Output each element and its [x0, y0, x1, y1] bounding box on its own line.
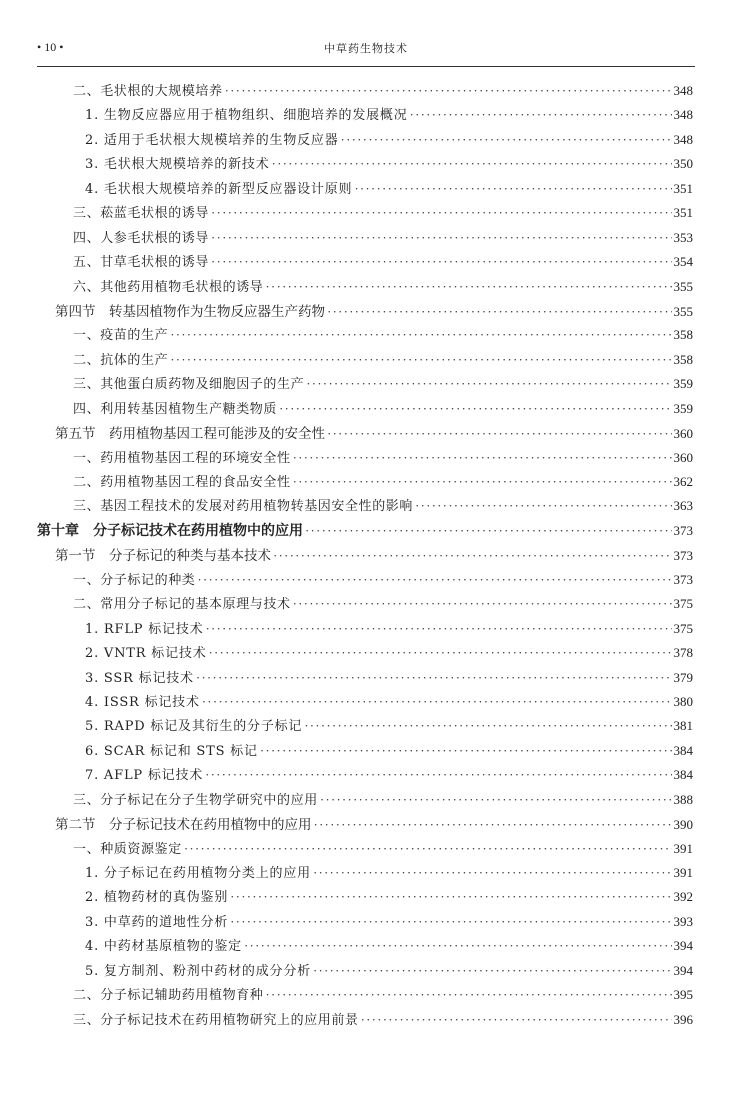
toc-entry-title: 一、药用植物基因工程的环境安全性 — [73, 450, 291, 466]
toc-entry-page: 384 — [673, 767, 693, 783]
toc-entry-page: 360 — [673, 449, 693, 465]
toc-entry-title: 三、分子标记在分子生物学研究中的应用 — [73, 792, 318, 808]
toc-entry-page: 348 — [673, 131, 693, 147]
dot-leader — [313, 963, 672, 979]
toc-entry-page: 379 — [673, 669, 693, 685]
toc-entry-page: 394 — [673, 938, 693, 954]
dot-leader — [205, 767, 671, 783]
toc-entry-item — [37, 227, 693, 251]
toc-entry-page: 348 — [673, 83, 693, 98]
toc-entry-page: 393 — [673, 913, 693, 929]
toc-entry-title: 三、菘蓝毛状根的诱导 — [73, 206, 210, 222]
toc-entry-sub — [37, 935, 693, 959]
dot-leader — [265, 987, 671, 1003]
toc-entry-sub — [37, 642, 693, 666]
toc-entry-sub — [37, 886, 693, 910]
toc-entry-item — [37, 251, 693, 275]
dot-leader — [327, 426, 672, 442]
dot-leader — [293, 596, 672, 612]
toc-entry-sub — [37, 129, 693, 153]
toc-entry-title: 3. 毛状根大规模培养的新技术 — [85, 157, 270, 173]
toc-entry-page: 391 — [673, 865, 693, 880]
toc-entry-item — [37, 349, 693, 373]
dot-leader — [361, 1012, 672, 1028]
dot-leader — [230, 914, 671, 930]
toc-entry-item — [37, 1009, 693, 1033]
toc-entry-page: 358 — [673, 327, 693, 343]
dot-leader — [211, 230, 671, 246]
toc-entry-sub — [37, 960, 693, 984]
toc-entry-page: 392 — [673, 889, 693, 905]
toc-entry-item — [37, 276, 693, 300]
page-number: • 10 • — [37, 40, 64, 54]
dot-leader — [293, 474, 672, 490]
toc-entry-section — [37, 422, 693, 446]
dot-leader — [304, 718, 671, 734]
dot-leader — [205, 621, 671, 637]
toc-entry-item — [37, 324, 693, 348]
dot-leader — [260, 743, 672, 759]
dot-leader — [306, 376, 671, 392]
toc-entry-title: 一、分子标记的种类 — [73, 572, 196, 588]
dot-leader — [211, 205, 671, 221]
toc-entry-page: 359 — [673, 376, 693, 392]
toc-entry-chapter — [37, 520, 693, 544]
toc-entry-page: 375 — [673, 620, 693, 636]
toc-entry-page: 354 — [673, 254, 693, 270]
toc-entry-page: 359 — [673, 400, 693, 416]
toc-entry-sub — [37, 104, 693, 128]
toc-entry-page: 348 — [673, 107, 693, 123]
toc-entry-item — [37, 593, 693, 617]
dot-leader — [265, 279, 671, 295]
dot-leader — [415, 498, 671, 514]
toc-entry-title: 6. SCAR 标记和 STS 标记 — [85, 743, 258, 759]
dot-leader — [272, 156, 672, 172]
toc-entry-sub — [37, 618, 693, 642]
toc-entry-page: 378 — [673, 645, 693, 661]
toc-entry-title: 四、利用转基因植物生产糖类物质 — [73, 401, 278, 417]
dot-leader — [225, 83, 672, 99]
toc-entry-title: 三、其他蛋白质药物及细胞因子的生产 — [73, 377, 305, 393]
toc-entry-sub — [37, 715, 693, 739]
toc-entry-title: 二、常用分子标记的基本原理与技术 — [73, 597, 291, 613]
toc-entry-title: 第二节 分子标记技术在药用植物中的应用 — [55, 817, 312, 834]
toc-entry-title: 三、基因工程技术的发展对药用植物转基因安全性的影响 — [73, 499, 414, 515]
toc-entry-page: 355 — [673, 303, 693, 319]
toc-entry-section — [37, 544, 693, 568]
toc-entry-page: 390 — [673, 817, 693, 833]
toc-entry-page: 351 — [673, 180, 693, 196]
toc-entry-title: 二、分子标记辅助药用植物育种 — [73, 988, 264, 1004]
toc-entry-item — [37, 495, 693, 519]
toc-entry-title: 2. 植物药材的真伪鉴别 — [85, 890, 229, 906]
toc-entry-title: 第十章 分子标记技术在药用植物中的应用 — [37, 522, 303, 539]
toc-entry-item — [37, 471, 693, 495]
toc-entry-title: 3. SSR 标记技术 — [85, 670, 194, 686]
toc-entry-title: 5. 复方制剂、粉剂中药材的成分分析 — [85, 963, 311, 979]
toc-entry-title: 3. 中草药的道地性分析 — [85, 914, 229, 930]
toc-entry-title: 三、分子标记技术在药用植物研究上的应用前景 — [73, 1012, 359, 1028]
toc-entry-sub — [37, 667, 693, 691]
toc-entry-page: 363 — [673, 498, 693, 514]
toc-entry-title: 第四节 转基因植物作为生物反应器生产药物 — [55, 303, 325, 320]
toc-entry-title: 第一节 分子标记的种类与基本技术 — [55, 548, 271, 565]
toc-entry-item — [37, 398, 693, 422]
toc-entry-title: 4. 毛状根大规模培养的新型反应器设计原则 — [85, 181, 353, 197]
toc-entry-sub — [37, 153, 693, 177]
toc-entry-sub — [37, 691, 693, 715]
toc-entry-item — [37, 202, 693, 226]
toc-entry-title: 二、毛状根的大规模培养 — [73, 84, 223, 99]
toc-entry-item — [37, 569, 693, 593]
toc-entry-page: 373 — [673, 571, 693, 587]
dot-leader — [341, 132, 672, 148]
toc-entry-page: 388 — [673, 791, 693, 807]
dot-leader — [305, 523, 672, 539]
toc-entry-title: 4. ISSR 标记技术 — [85, 694, 200, 710]
dot-leader — [230, 889, 671, 905]
toc-entry-title: 一、种质资源鉴定 — [73, 841, 182, 857]
dot-leader — [320, 792, 672, 808]
dot-leader — [273, 548, 672, 564]
toc-entry-title: 5. RAPD 标记及其衍生的分子标记 — [85, 719, 303, 735]
toc-entry-title: 二、抗体的生产 — [73, 352, 169, 368]
book-title: 中草药生物技术 — [324, 42, 408, 55]
toc-entry-page: 360 — [673, 426, 693, 442]
toc-entry-page: 394 — [673, 962, 693, 978]
toc-entry-page: 355 — [673, 278, 693, 294]
toc-entry-sub — [37, 862, 693, 886]
dot-leader — [196, 670, 672, 686]
toc-entry-title: 四、人参毛状根的诱导 — [73, 230, 210, 246]
toc-entry-section — [37, 300, 693, 324]
toc-entry-title: 五、甘草毛状根的诱导 — [73, 255, 210, 271]
toc-entry-page: 375 — [673, 596, 693, 612]
toc-entry-title: 1. 生物反应器应用于植物组织、细胞培养的发展概况 — [85, 108, 408, 124]
toc-entry-title: 1. RFLP 标记技术 — [85, 621, 204, 637]
dot-leader — [209, 645, 672, 661]
toc-entry-page: 358 — [673, 351, 693, 367]
toc-entry-item — [37, 838, 693, 862]
dot-leader — [354, 181, 671, 197]
dot-leader — [244, 938, 672, 954]
dot-leader — [170, 327, 671, 343]
toc-entry-title: 二、药用植物基因工程的食品安全性 — [73, 475, 291, 490]
toc-entry-item — [37, 984, 693, 1008]
dot-leader — [327, 304, 672, 320]
dot-leader — [293, 450, 672, 466]
toc-entry-sub — [37, 764, 693, 788]
toc-entry-page: 384 — [673, 742, 693, 758]
toc-entry-page: 350 — [673, 156, 693, 172]
dot-leader — [313, 865, 672, 881]
toc-entry-title: 1. 分子标记在药用植物分类上的应用 — [85, 866, 311, 881]
toc-entry-item — [37, 373, 693, 397]
toc-entry-item — [37, 80, 693, 104]
toc-entry-page: 373 — [673, 548, 693, 564]
toc-entry-page: 381 — [673, 718, 693, 734]
toc-entry-sub — [37, 178, 693, 202]
table-of-contents — [37, 80, 693, 1033]
toc-entry-title: 7. AFLP 标记技术 — [85, 768, 204, 784]
toc-entry-title: 六、其他药用植物毛状根的诱导 — [73, 279, 264, 295]
toc-entry-item — [37, 789, 693, 813]
dot-leader — [410, 107, 672, 123]
toc-entry-page: 380 — [673, 693, 693, 709]
toc-entry-page: 353 — [673, 229, 693, 245]
toc-entry-title: 2. 适用于毛状根大规模培养的生物反应器 — [85, 132, 339, 148]
dot-leader — [202, 694, 672, 710]
dot-leader — [211, 254, 671, 270]
dot-leader — [184, 841, 672, 857]
toc-entry-title: 第五节 药用植物基因工程可能涉及的安全性 — [55, 426, 325, 443]
toc-entry-title: 4. 中药材基原植物的鉴定 — [85, 939, 242, 955]
page-header — [37, 38, 695, 67]
toc-entry-page: 351 — [673, 205, 693, 221]
toc-entry-page: 395 — [673, 987, 693, 1003]
dot-leader — [170, 352, 671, 368]
toc-entry-section — [37, 813, 693, 837]
toc-entry-sub — [37, 911, 693, 935]
toc-entry-page: 373 — [673, 522, 693, 538]
dot-leader — [314, 817, 672, 833]
toc-entry-page: 391 — [673, 840, 693, 856]
dot-leader — [279, 401, 671, 417]
dot-leader — [197, 572, 671, 588]
toc-entry-page: 362 — [673, 474, 693, 489]
toc-entry-title: 2. VNTR 标记技术 — [85, 646, 207, 662]
toc-entry-item — [37, 447, 693, 471]
toc-entry-title: 一、疫苗的生产 — [73, 328, 169, 344]
toc-entry-page: 396 — [673, 1011, 693, 1027]
toc-entry-sub — [37, 740, 693, 764]
